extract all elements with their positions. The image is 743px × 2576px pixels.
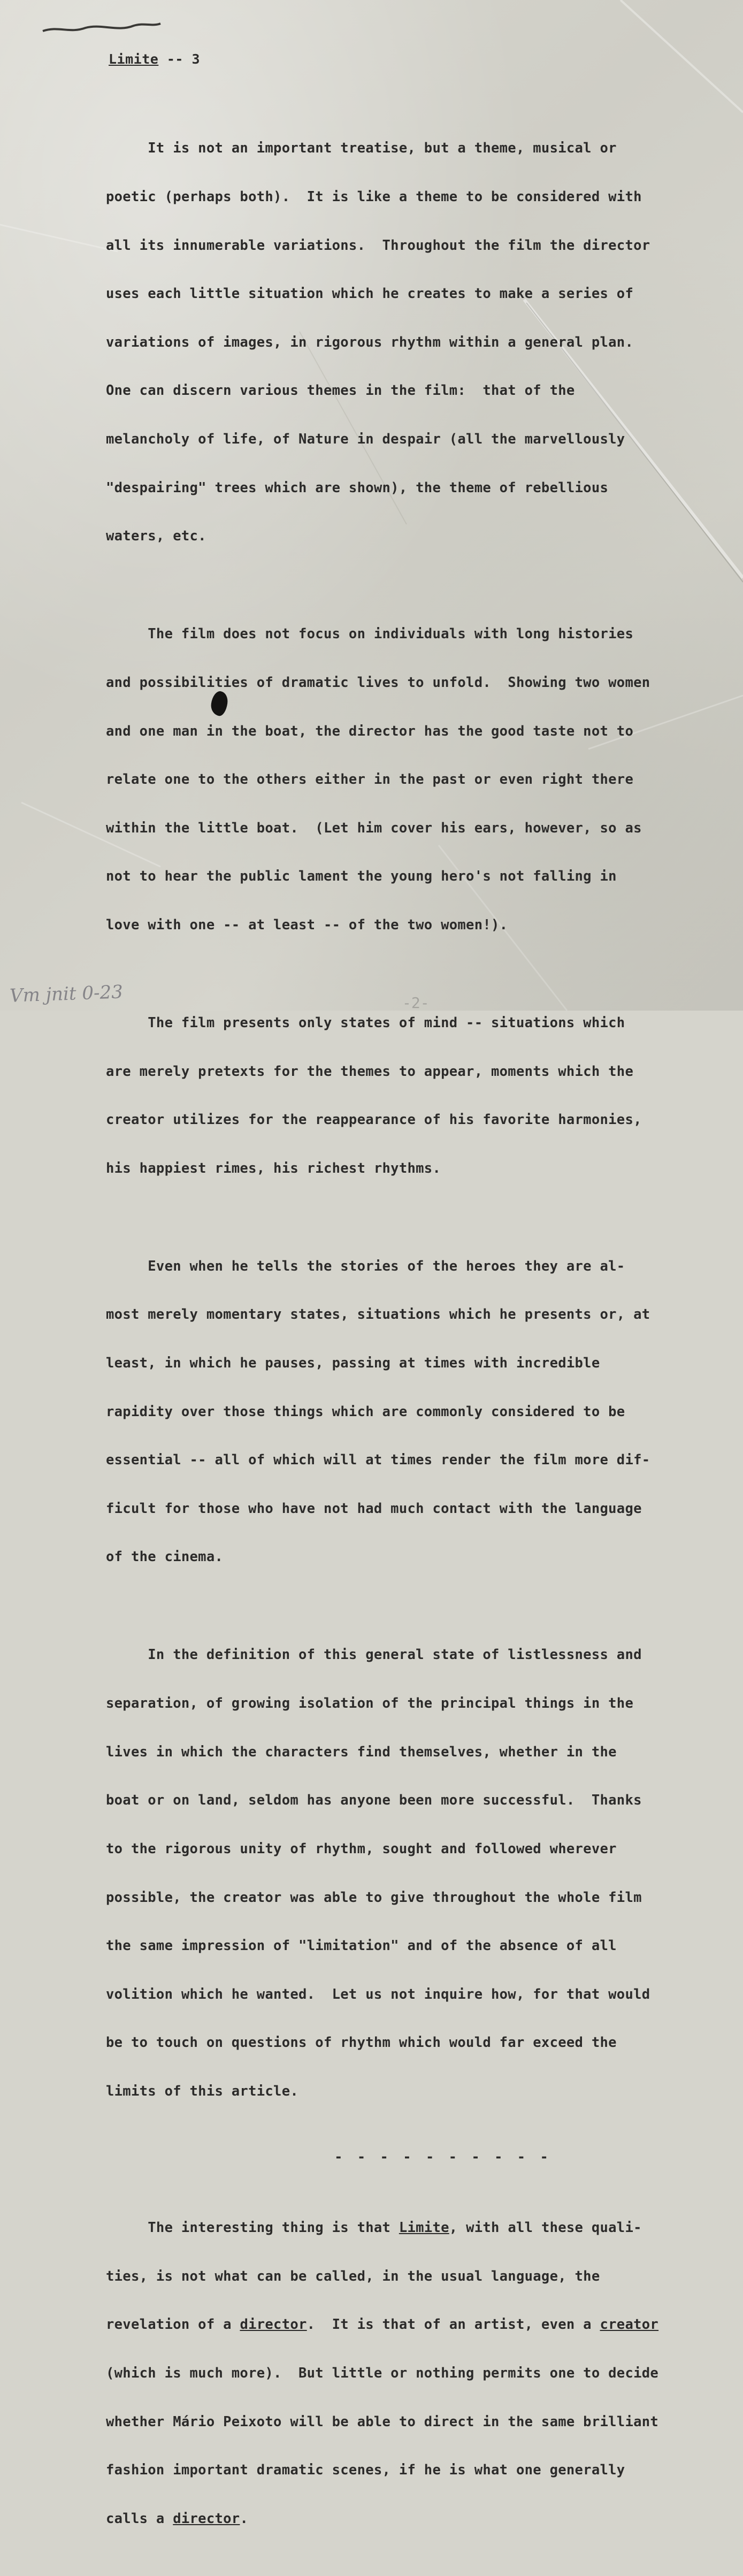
paragraph-1 (106, 108, 716, 577)
text-line (106, 2220, 716, 2236)
paragraph-2 (106, 594, 716, 966)
text-line: and one man in the boat, the director has the good taste not to (106, 723, 634, 739)
text-line: to the rigorous unity of rhythm, sought and followed wherever (106, 1840, 617, 1857)
header-title: Limite (109, 51, 159, 67)
text-line: poetic (perhaps both). It is like a theme to be considered with (106, 189, 642, 205)
text-line: ties, is not what can be called, in the usual language, the (106, 2268, 600, 2284)
paragraph-3 (106, 983, 716, 1209)
text-line: be to touch on questions of rhythm which would far exceed the (106, 2035, 617, 2051)
text-segment: calls a (106, 2510, 173, 2527)
text-line: essential -- all of which will at times render the film more dif- (106, 1452, 650, 1469)
paragraph-6 (106, 2188, 716, 2559)
text-line: lives in which the characters find themselves, whether in the (106, 1744, 617, 1760)
underlined-word: director (173, 2510, 240, 2527)
text-line: Even when he tells the stories of the heroes they are al- (106, 1258, 625, 1274)
text-line (106, 2317, 716, 2333)
text-line: fashion important dramatic scenes, if he is what one generally (106, 2462, 625, 2479)
text-segment: The interesting thing is that (106, 2220, 399, 2236)
text-line: and possibilities of dramatic lives to unfold. Showing two women (106, 674, 650, 691)
text-line: One can discern various themes in the film: that of the (106, 383, 575, 399)
text-segment: , with all these quali- (449, 2220, 642, 2236)
paragraph-4 (106, 1226, 716, 1597)
text-line: within the little boat. (Let him cover his ears, however, so as (106, 820, 642, 836)
text-line (106, 2511, 716, 2527)
header-page-marker: -- 3 (158, 51, 201, 67)
text-line: of the cinema. (106, 1549, 224, 1565)
text-line: whether Mário Peixoto will be able to direct in the same brilliant (106, 2413, 659, 2430)
article-body (106, 108, 716, 2576)
text-line: creator utilizes for the reappearance of his favorite harmonies, (106, 1112, 642, 1128)
text-line: variations of images, in rigorous rhythm within a general plan. (106, 334, 634, 350)
text-segment: . (240, 2510, 249, 2527)
handwritten-note: Vm jnit 0-23 (9, 981, 124, 1007)
text-line: relate one to the others either in the past or even right there (106, 771, 634, 788)
text-line: not to hear the public lament the young hero's not falling in (106, 868, 617, 885)
text-line: "despairing" trees which are shown), the theme of rebellious (106, 479, 609, 496)
paragraph-5 (106, 1615, 716, 2132)
text-line: least, in which he pauses, passing at times with incredible (106, 1355, 600, 1372)
text-line: possible, the creator was able to give throughout the whole film (106, 1889, 642, 1906)
text-line: his happiest rimes, his richest rhythms. (106, 1160, 441, 1176)
text-line: boat or on land, seldom has anyone been more successful. Thanks (106, 1792, 642, 1809)
page-number: -2- (402, 994, 430, 1012)
text-line: uses each little situation which he creates to make a series of (106, 286, 634, 302)
text-line: The film does not focus on individuals with long histories (106, 626, 634, 643)
underlined-word: director (240, 2317, 307, 2333)
page-header (109, 51, 200, 67)
text-segment: revelation of a (106, 2317, 240, 2333)
text-segment: . It is that of an artist, even a (307, 2317, 600, 2333)
text-line: love with one -- at least -- of the two women!). (106, 916, 508, 933)
text-line: It is not an important treatise, but a theme, musical or (106, 140, 617, 157)
text-line: ficult for those who have not had much contact with the language (106, 1500, 642, 1517)
text-line: rapidity over those things which are commonly considered to be (106, 1403, 625, 1420)
text-line: In the definition of this general state of listlessness and (106, 1647, 642, 1663)
text-line: melancholy of life, of Nature in despair (all the marvellously (106, 431, 625, 448)
text-line: The film presents only states of mind -- situations which (106, 1014, 625, 1031)
text-line: the same impression of "limitation" and of the absence of all (106, 1938, 617, 1954)
text-line: all its innumerable variations. Throughout the film the director (106, 237, 650, 254)
underlined-film-title: Limite (399, 2220, 449, 2236)
section-separator: - - - - - - - - - - (334, 2149, 551, 2165)
text-line: limits of this article. (106, 2083, 299, 2099)
text-line: most merely momentary states, situations which he presents or, at (106, 1306, 650, 1323)
underlined-word: creator (600, 2317, 659, 2333)
text-line: waters, etc. (106, 528, 206, 545)
text-line: (which is much more). But little or nothing permits one to decide (106, 2365, 659, 2382)
text-line: are merely pretexts for the themes to appear, moments which the (106, 1063, 634, 1080)
text-line: separation, of growing isolation of the principal things in the (106, 1695, 634, 1712)
tear-mark (43, 20, 160, 39)
text-line: volition which he wanted. Let us not inquire how, for that would (106, 1986, 650, 2002)
